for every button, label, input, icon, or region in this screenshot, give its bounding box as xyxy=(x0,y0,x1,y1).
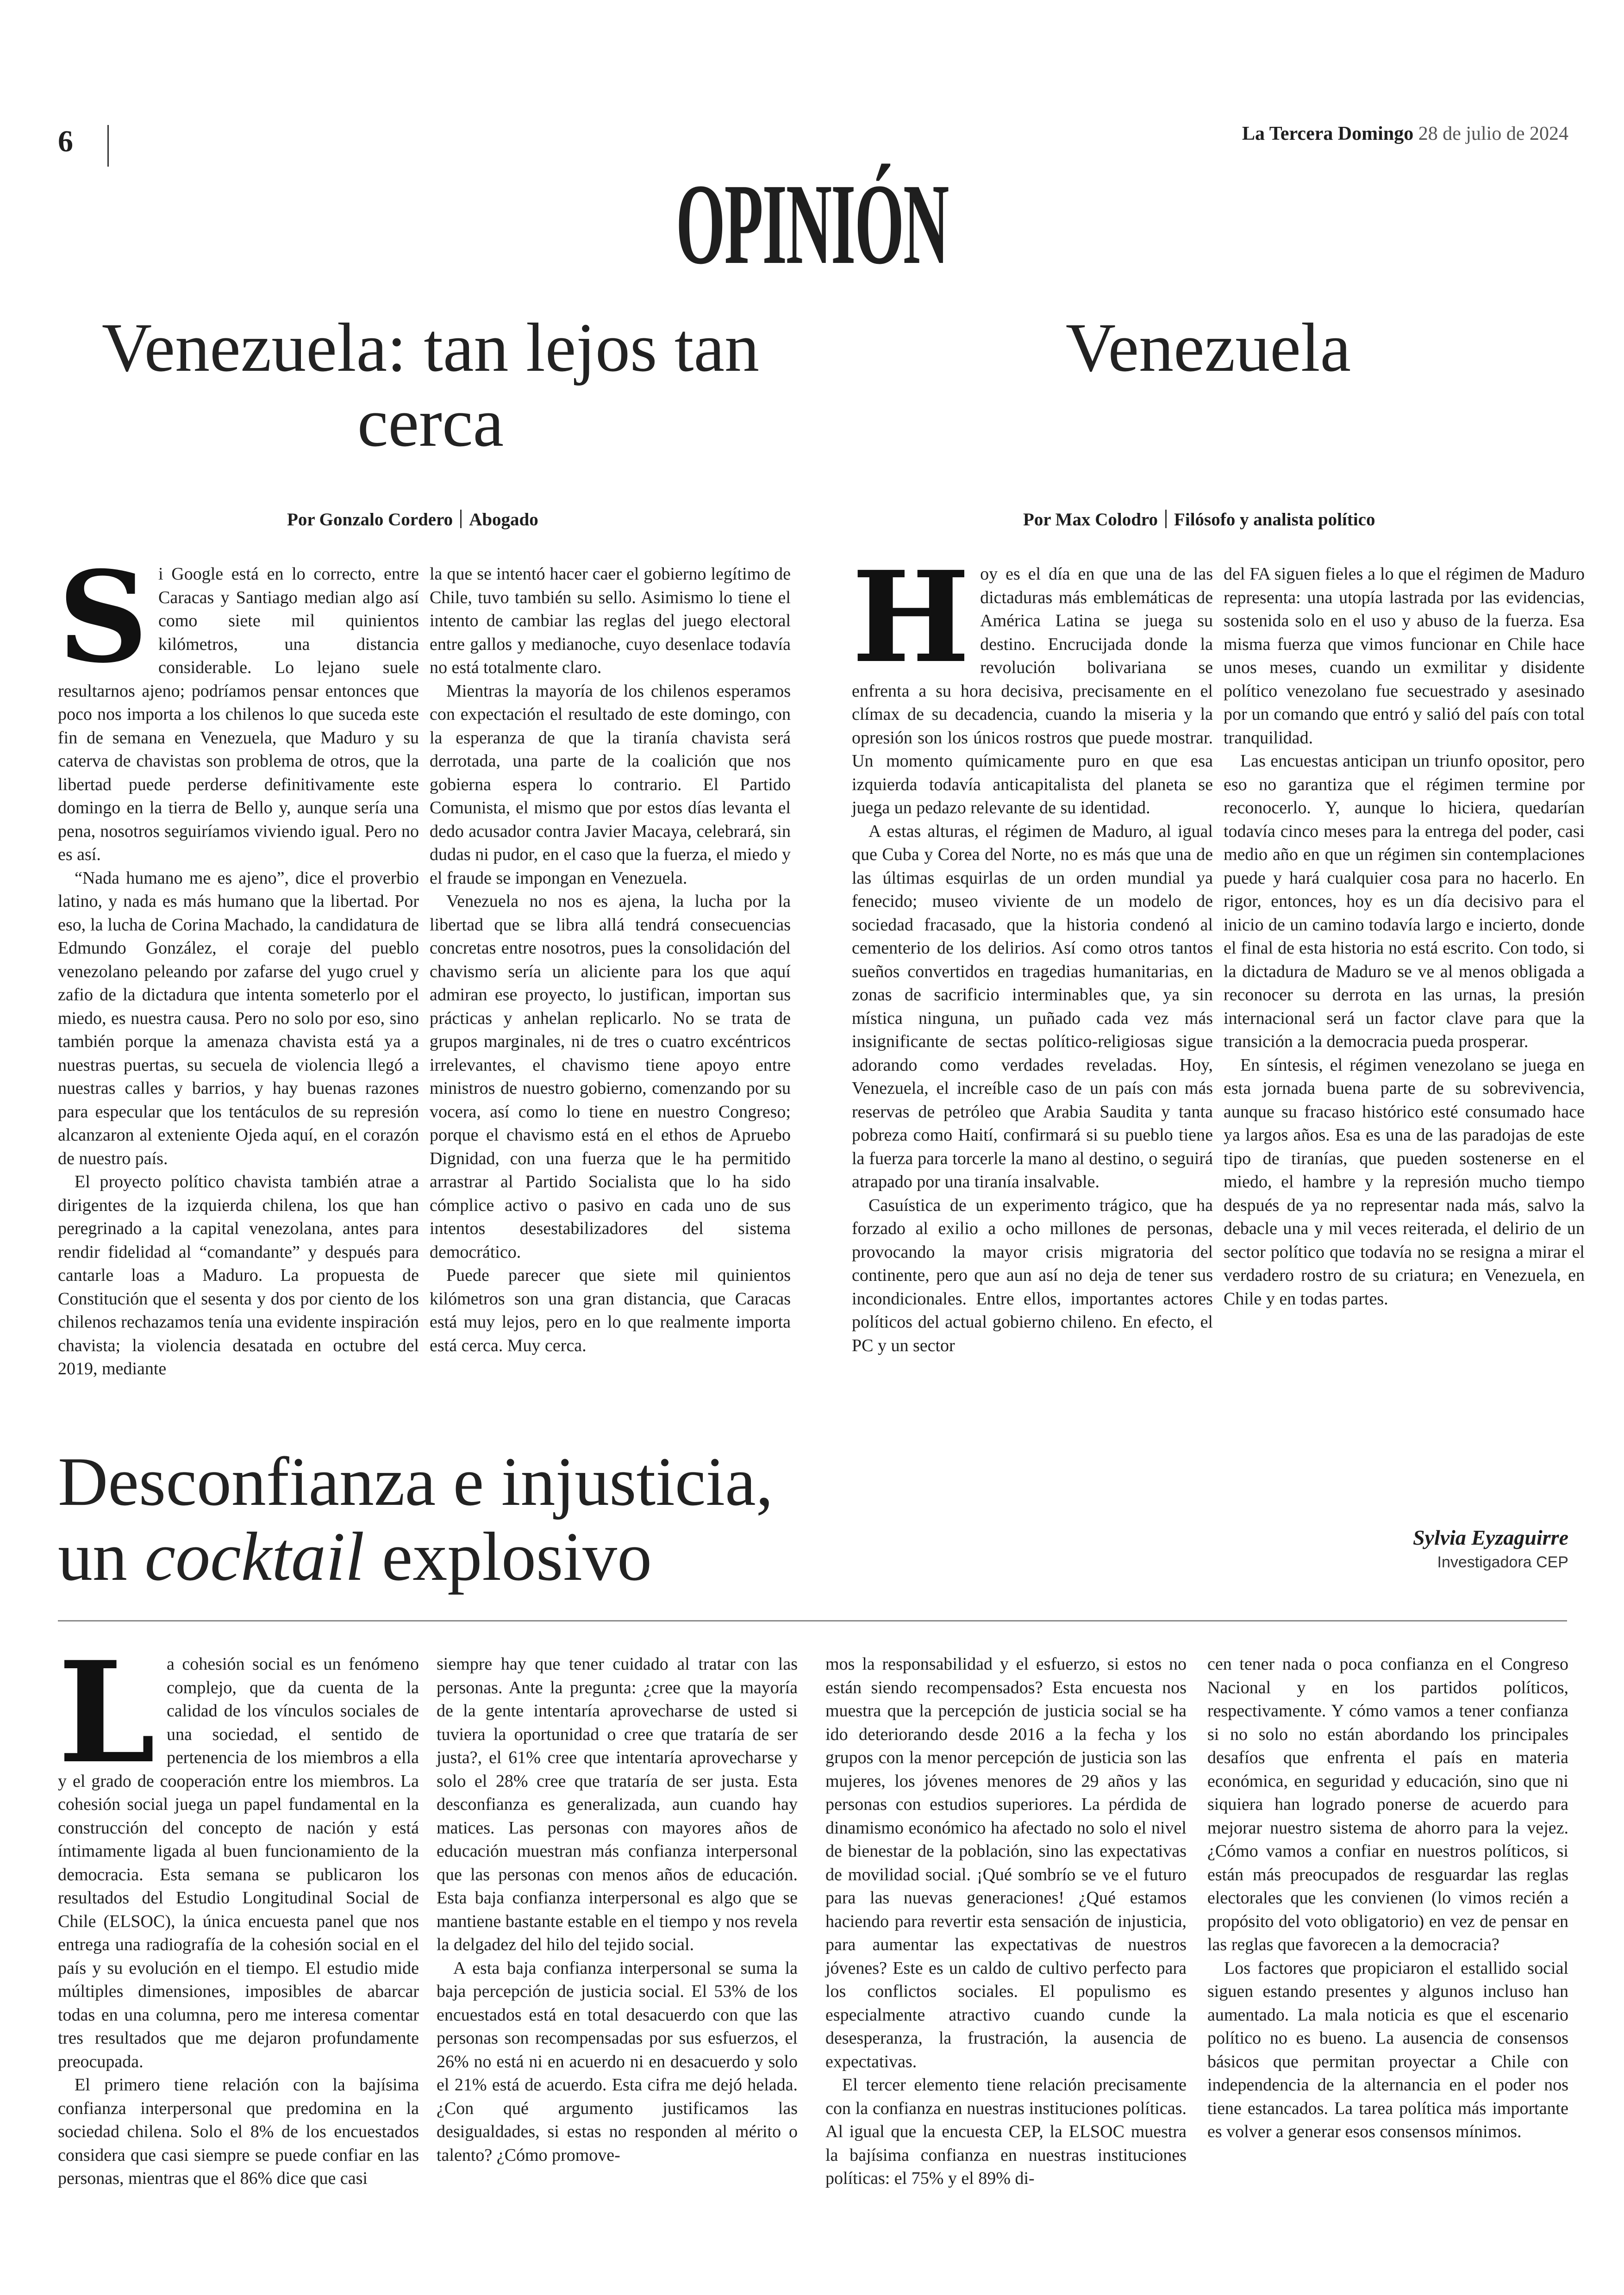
byline-left-role: Abogado xyxy=(469,510,538,530)
paragraph: A estas alturas, el régimen de Maduro, al igual que Cuba y Corea del Norte, no es más que una de las últimas esquirlas de un orden mundial ya fenecido; museo viviente de un modelo de sociedad fracasado, que la historia condenó al cementerio de los delirios. Así como otros tantos sueños convertidos en tragedias humanitarias, en zonas de sacrificio interminables que, ya sin mística ninguna, un puñado cada vez más insignificante de sectas político-religiosas sigue adorando como verdades reveladas. Hoy, Venezuela, el increíble caso de un país con más reservas de petróleo que Arabia Saudita y tanta pobreza como Haití, confirmará si su pueblo tiene la fuerza para torcerle la mano al destino, o seguirá atrapado por una tiranía insalvable. xyxy=(852,821,1213,1191)
paragraph: A esta baja confianza interpersonal se suma la baja percepción de justicia social. El 53% de los encuestados está en total desacuerdo con que las personas son recompensadas por sus esfuerzos, el 26% no está ni en acuerdo ni en desacuerdo y solo el 21% está de acuerdo. Esta cifra me dejó helada. ¿Con qué argumento justificamos las desigualdades, si estas no responden al mérito o talento? ¿Cómo promove- xyxy=(437,1958,798,2165)
paragraph xyxy=(58,1631,419,2073)
article-left-column-1 xyxy=(58,543,419,1381)
author-block xyxy=(1413,1525,1568,1572)
headline-bottom-italic: cocktail xyxy=(144,1518,365,1595)
drop-cap: L xyxy=(58,1631,156,1794)
paragraph: Puede parecer que siete mil quinientos kilómetros son una gran distancia, que Caracas está muy lejos, pero en lo que realmente importa está cerca. Muy cerca. xyxy=(430,1266,791,1355)
paragraph: siempre hay que tener cuidado al tratar con las personas. Ante la pregunta: ¿cree que la mayoría de la gente intentaría aprovecharse de usted si tuviera la oportunidad o cree que trataría de ser justa?, el 61% cree que intentaría aprovecharse y solo el 28% cree que trataría de ser justa. Esta desconfianza es generalizada, aun cuando hay matices. Las personas con mayores años de educación muestran más confianza interpersonal que las personas con menos años de educación. Esta baja confianza interpersonal es algo que se mantiene bastante estable en el tiempo y nos revela la delgadez del hilo del tejido social. xyxy=(437,1654,798,1954)
article-left-column-2 xyxy=(430,562,791,1357)
paragraph: El tercer elemento tiene relación precisamente con la confianza en nuestras instituciones políticas. Al igual que la encuesta CEP, la ELSOC muestra la bajísima confianza en nuestras instituciones políticas: el 75% y el 89% di- xyxy=(825,2075,1187,2188)
paragraph xyxy=(852,543,1213,820)
paragraph: la que se intentó hacer caer el gobierno legítimo de Chile, tuvo también su sello. Asimismo lo tiene el intento de cambiar las reglas del juego electoral entre gallos y medianoche, cuyo desenlace todavía no está totalmente claro. xyxy=(430,564,791,677)
paragraph xyxy=(58,543,419,867)
paragraph: mos la responsabilidad y el esfuerzo, si estos no están siendo recompensados? Esta encuesta nos muestra que la percepción de justicia social se ha ido deteriorando desde 2016 a la fecha y los grupos con la menor percepción de justicia son las mujeres, los jóvenes menores de 29 años y las personas con estudios superiores. La pérdida de dinamismo económico ha afectado no solo el nivel de bienestar de la población, sino las expectativas de movilidad social. ¡Qué sombrío se ve el futuro para las nuevas generaciones! ¿Qué estamos haciendo para revertir esta sensación de injusticia, para aumentar las expectativas de nuestros jóvenes? Este es un caldo de cultivo perfecto para los conflictos sociales. El populismo es especialmente atractivo cuando cunde la desesperanza, la frustración, la ausencia de expectativas. xyxy=(825,1654,1187,2071)
headline-bottom-line-2 xyxy=(58,1519,1123,1594)
paragraph: Casuística de un experimento trágico, que ha forzado al exilio a ocho millones de personas, provocando la mayor crisis migratoria del continente, pero que aun así no deja de tener sus incondicionales. Entre ellos, importantes actores políticos del actual gobierno chileno. En efecto, el PC y un sector xyxy=(852,1195,1213,1355)
author-role: Investigadora CEP xyxy=(1437,1553,1568,1571)
headline-bottom-post: explosivo xyxy=(364,1518,652,1595)
drop-cap: S xyxy=(58,543,148,691)
headline-bottom-line-1: Desconfianza e injusticia, xyxy=(58,1443,774,1520)
headline-bottom-pre: un xyxy=(58,1518,145,1595)
paragraph-text: i Google está en lo correcto, entre Caracas y Santiago median algo así como siete mil quinientos kilómetros, una distancia considerable. Lo lejano suele resultarnos ajeno; podríamos pensar entonces que poco nos importa a los chilenos lo que suceda este fin de semana en Venezuela, que Maduro y su caterva de chavistas son problema de otros, que la libertad puede perderse definitivamente este domingo en la tierra de Bello y, aunque sería una pena, nosotros seguiríamos viviendo igual. Pero no es así. xyxy=(58,564,419,864)
author-name: Sylvia Eyzaguirre xyxy=(1412,1526,1568,1549)
drop-cap: H xyxy=(852,543,970,691)
paragraph: “Nada humano me es ajeno”, dice el proverbio latino, y nada es más humano que la libertad. Por eso, la lucha de Corina Machado, la candidatura de Edmundo González, el coraje del pueblo venezolano peleando por zafarse del yugo cruel y zafio de la dictadura que intenta someterlo por el miedo, es nuestra causa. Pero no solo por eso, sino también porque la amenaza chavista está ya a nuestras puertas, su secuela de violencia llegó a nuestras calles y barrios, y hay buenas razones para especular que los tentáculos de su represión alcanzaron al exteniente Ojeda aquí, en el corazón de nuestro país. xyxy=(58,868,419,1168)
paragraph: Los factores que propiciaron el estallido social siguen estando presentes y algunos incluso han aumentado. La mala noticia es que el escenario político no es bueno. La ausencia de consensos básicos que permitan proyectar a Chile con independencia de la alternancia en el poder nos tiene estancados. La tarea política más importante es volver a generar esos consensos mínimos. xyxy=(1207,1958,1568,2141)
paragraph-text: oy es el día en que una de las dictaduras más emblemáticas de América Latina se juega su destino. Encrucijada donde la revolución bolivariana se enfrenta a su hora decisiva, precisamente en el clímax de su decadencia, cuando la miseria y la opresión son los únicos rostros que puede mostrar. Un momento químicamente puro en que esa izquierda todavía anticapitalista del planeta se juega un pedazo relevante de su identidad. xyxy=(852,564,1213,817)
byline-right xyxy=(1023,509,1375,530)
byline-left-author: Por Gonzalo Cordero xyxy=(287,510,453,530)
page-number-divider xyxy=(107,125,109,167)
article-bottom-column-2 xyxy=(437,1653,798,2167)
publication-name: La Tercera Domingo xyxy=(1242,123,1414,144)
section-title: OPINIÓN xyxy=(675,160,949,288)
paragraph: El primero tiene relación con la bajísima confianza interpersonal que predomina en la sociedad chilena. Solo el 8% de los encuestados considera que casi siempre se puede confiar en las personas, mientras que el 86% dice que casi xyxy=(58,2075,419,2188)
byline-right-author: Por Max Colodro xyxy=(1023,510,1158,530)
paragraph: Las encuestas anticipan un triunfo opositor, pero eso no garantiza que el régimen termine por reconocerlo. Y, aunque lo hiciera, quedarían todavía cinco meses para la entrega del poder, casi medio año en que un régimen sin contemplaciones puede y hará cualquier cosa para no hacerlo. En rigor, entonces, hoy es un día decisivo para el inicio de un camino todavía largo e incierto, donde el final de esta historia no está escrito. Con todo, si la dictadura de Maduro se ve al menos obligada a reconocer su derrota en las urnas, la presión internacional será un factor clave para que la transición a la democracia pueda prosperar. xyxy=(1224,751,1585,1051)
article-bottom-column-4 xyxy=(1207,1653,1568,2144)
byline-separator xyxy=(460,510,462,528)
article-right-column-2 xyxy=(1224,562,1585,1310)
paragraph: El proyecto político chavista también atrae a dirigentes de la izquierda chilena, los que han peregrinado a la capital venezolana, antes para rendir fidelidad al “comandante” y después para cantarle loas a Maduro. La propuesta de Constitución que el sesenta y dos por ciento de los chilenos rechazamos tenía una evidente inspiración chavista; la violencia desatada en octubre del 2019, mediante xyxy=(58,1172,419,1378)
section-divider xyxy=(58,1620,1567,1621)
headline-bottom xyxy=(58,1444,1123,1594)
headline-left: Venezuela: tan lejos tan cerca xyxy=(101,309,760,461)
publication-line xyxy=(1242,123,1568,145)
paragraph: cen tener nada o poca confianza en el Congreso Nacional y en los partidos políticos, respectivamente. Y cómo vamos a tener confianza si no solo no están abordando los principales desafíos que enfrenta el país en materia económica, en seguridad y educación, sino que ni siquiera han logrado ponerse de acuerdo para mejorar nuestro sistema de ahorro para la vejez. ¿Cómo vamos a confiar en nuestros políticos, si están más preocupados de resguardar las reglas electorales que les convienen (lo vimos recién a propósito del voto obligatorio) en vez de pensar en las reglas que favorecen a la democracia? xyxy=(1207,1654,1568,1954)
article-bottom-column-1 xyxy=(58,1631,419,2190)
paragraph: del FA siguen fieles a lo que el régimen de Maduro representa: una utopía lastrada por las evidencias, sostenida solo en el uso y abuso de la fuerza. Esa misma fuerza que vimos funcionar en Chile hace unos meses, cuando un exmilitar y disidente político venezolano fue secuestrado y asesinado por un comando que entró y salió del país con total tranquilidad. xyxy=(1224,564,1585,748)
byline-left xyxy=(287,509,538,530)
byline-separator xyxy=(1165,510,1167,528)
article-bottom-column-3 xyxy=(825,1653,1187,2190)
paragraph: En síntesis, el régimen venezolano se juega en esta jornada buena parte de su sobrevivencia, aunque su fracaso histórico esté consumado hace ya largos años. Esa es una de las paradojas de este tipo de tiranías, que pueden sostenerse en el miedo, el hambre y la represión mucho tiempo después de ya no representar nada más, salvo la debacle una y mil veces reiterada, el delirio de un sector político que todavía no se resigna a mirar el verdadero rostro de su criatura; en Venezuela, en Chile y en todas partes. xyxy=(1224,1055,1585,1309)
page-number: 6 xyxy=(58,125,73,158)
publication-date: 28 de julio de 2024 xyxy=(1418,123,1568,144)
headline-right: Venezuela xyxy=(1065,309,1351,386)
paragraph-text: a cohesión social es un fenómeno complejo, que da cuenta de la calidad de los vínculos sociales de una sociedad, el sentido de pertenencia de los miembros a ella y el grado de cooperación entre los miembros. La cohesión social juega un papel fundamental en la construcción del concepto de nación y está íntimamente ligada al buen funcionamiento de la democracia. Esta semana se publicaron los resultados del Estudio Longitudinal Social de Chile (ELSOC), la única encuesta panel que nos entrega una radiografía de la cohesión social en el país y su evolución en el tiempo. El estudio mide múltiples dimensiones, imposibles de abarcar todas en una columna, pero me interesa comentar tres resultados que me dejaron profundamente preocupada. xyxy=(58,1654,419,2071)
paragraph: Mientras la mayoría de los chilenos esperamos con expectación el resultado de este domingo, con la esperanza de que la tiranía chavista será derrotada, una parte de la coalición que nos gobierna espera lo contrario. El Partido Comunista, el mismo que por estos días levanta el dedo acusador contra Javier Macaya, celebrará, sin dudas ni pudor, en el caso que la fuerza, el miedo y el fraude se impongan en Venezuela. xyxy=(430,681,791,888)
byline-right-role: Filósofo y analista político xyxy=(1174,510,1375,530)
paragraph: Venezuela no nos es ajena, la lucha por la libertad que se libra allá tendrá consecuencias concretas entre nosotros, pues la consolidación del chavismo sería un aliciente para los que aquí admiran ese proyecto, lo justifican, importan sus prácticas y anhelan replicarlo. No se trata de grupos marginales, ni de tres o cuatro excéntricos irrelevantes, el chavismo tiene apoyo entre ministros de nuestro gobierno, comenzando por su vocera, así como lo tiene en nuestro Congreso; porque el chavismo está en el ethos de Apruebo Dignidad, con una fuerza que le ha permitido arrastrar al Partido Socialista que lo ha sido cómplice activo o pasivo en cada uno de sus intentos desestabilizadores del sistema democrático. xyxy=(430,892,791,1262)
article-right-column-1 xyxy=(852,543,1213,1357)
